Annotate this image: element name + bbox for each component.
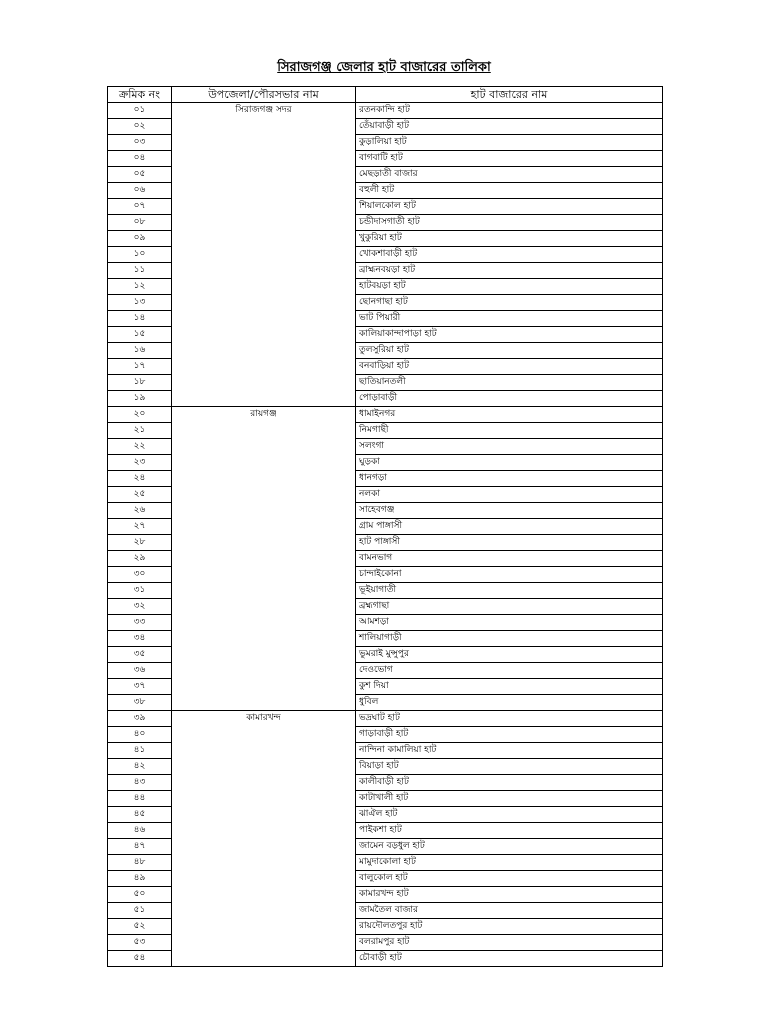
hat-name-cell: কুড়ালিয়া হাট <box>356 135 663 151</box>
hat-name-cell: মামুদাকোলা হাট <box>356 855 663 871</box>
hat-name-cell: রতনকান্দি হাট <box>356 103 663 119</box>
serial-cell: ৩১ <box>108 583 172 599</box>
hat-name-cell: গাড়াবাড়ী হাট <box>356 727 663 743</box>
serial-cell: ০১ <box>108 103 172 119</box>
serial-cell: ০৯ <box>108 231 172 247</box>
hat-name-cell: বনবাড়িয়া হাট <box>356 359 663 375</box>
header-serial: ক্রমিক নং <box>108 87 172 103</box>
serial-cell: ০৬ <box>108 183 172 199</box>
document-title: সিরাজগঞ্জ জেলার হাট বাজারের তালিকা <box>277 60 491 75</box>
serial-cell: ৪৪ <box>108 791 172 807</box>
serial-cell: ২১ <box>108 423 172 439</box>
serial-cell: ২০ <box>108 407 172 423</box>
serial-cell: ৪৭ <box>108 839 172 855</box>
hat-name-cell: ভাট পিয়ারী <box>356 311 663 327</box>
header-hat-name: হাট বাজারের নাম <box>356 87 663 103</box>
hat-name-cell: ছোনগাছা হাট <box>356 295 663 311</box>
serial-cell: ৩৮ <box>108 695 172 711</box>
upazila-cell: কামারখন্দ <box>172 711 356 967</box>
hat-name-cell: চন্ডীদাসগাতী হাট <box>356 215 663 231</box>
serial-cell: ৩৬ <box>108 663 172 679</box>
hat-name-cell: ব্রাহ্মনবয়ড়া হাট <box>356 263 663 279</box>
serial-cell: ২৭ <box>108 519 172 535</box>
serial-cell: ৪১ <box>108 743 172 759</box>
upazila-cell: সিরাজগঞ্জ সদর <box>172 103 356 407</box>
table-row <box>108 103 663 119</box>
hat-name-cell: চান্দাইকোনা <box>356 567 663 583</box>
table-row <box>108 407 663 423</box>
hat-name-cell: জামতৈল বাজার <box>356 903 663 919</box>
serial-cell: ১২ <box>108 279 172 295</box>
hat-name-cell: তেঁয়াবাড়ী হাট <box>356 119 663 135</box>
serial-cell: ৩৫ <box>108 647 172 663</box>
hat-name-cell: রায়দৌলতপুর হাট <box>356 919 663 935</box>
serial-cell: ২৫ <box>108 487 172 503</box>
serial-cell: ৩৭ <box>108 679 172 695</box>
serial-cell: ৪০ <box>108 727 172 743</box>
hat-name-cell: ধামাইনগর <box>356 407 663 423</box>
serial-cell: ০২ <box>108 119 172 135</box>
hat-name-cell: ভুমরাই মুন্সুপুর <box>356 647 663 663</box>
hat-name-cell: ধানগড়া <box>356 471 663 487</box>
serial-cell: ২২ <box>108 439 172 455</box>
serial-cell: ২৬ <box>108 503 172 519</box>
serial-cell: ১৬ <box>108 343 172 359</box>
hat-name-cell: পাইকশা হাট <box>356 823 663 839</box>
hat-name-cell: ছাতিয়ানতলী <box>356 375 663 391</box>
hat-name-cell: গ্রাম পাঙ্গাসী <box>356 519 663 535</box>
hat-name-cell: ঝাঐল হাট <box>356 807 663 823</box>
hat-name-cell: হাটবয়ড়া হাট <box>356 279 663 295</box>
serial-cell: ১১ <box>108 263 172 279</box>
table-body <box>108 103 663 967</box>
hat-name-cell: মেছড়াতী বাজার <box>356 167 663 183</box>
hat-name-cell: কালিয়াকান্দাপাড়া হাট <box>356 327 663 343</box>
hat-name-cell: বলরামপুর হাট <box>356 935 663 951</box>
hat-name-cell: বালুকোল হাট <box>356 871 663 887</box>
serial-cell: ১৫ <box>108 327 172 343</box>
serial-cell: ৩৯ <box>108 711 172 727</box>
upazila-cell: রায়গঞ্জ <box>172 407 356 711</box>
serial-cell: ২৯ <box>108 551 172 567</box>
hat-name-cell: তুলসুরিয়া হাট <box>356 343 663 359</box>
serial-cell: ৫২ <box>108 919 172 935</box>
serial-cell: ০৫ <box>108 167 172 183</box>
serial-cell: ৫০ <box>108 887 172 903</box>
hat-name-cell: জামেন বড়ধুল হাট <box>356 839 663 855</box>
serial-cell: ০৭ <box>108 199 172 215</box>
serial-cell: ৪৬ <box>108 823 172 839</box>
hat-bazar-table <box>107 86 663 967</box>
serial-cell: ৩৩ <box>108 615 172 631</box>
serial-cell: ১৩ <box>108 295 172 311</box>
table-header-row <box>108 87 663 103</box>
hat-name-cell: কুশ দিয়া <box>356 679 663 695</box>
hat-name-cell: বিয়াড়া হাট <box>356 759 663 775</box>
serial-cell: ১৮ <box>108 375 172 391</box>
serial-cell: ০৮ <box>108 215 172 231</box>
hat-name-cell: বহুলী হাট <box>356 183 663 199</box>
hat-name-cell: ব্রহ্মগাছা <box>356 599 663 615</box>
serial-cell: ৪২ <box>108 759 172 775</box>
hat-name-cell: চৌবাড়ী হাট <box>356 951 663 967</box>
hat-name-cell: সলংগা <box>356 439 663 455</box>
hat-name-cell: সাহেবগঞ্জ <box>356 503 663 519</box>
serial-cell: ৩২ <box>108 599 172 615</box>
serial-cell: ০৩ <box>108 135 172 151</box>
hat-name-cell: আমশড়া <box>356 615 663 631</box>
hat-name-cell: নিমগাছী <box>356 423 663 439</box>
hat-name-cell: কামারখন্দ হাট <box>356 887 663 903</box>
hat-name-cell: শিয়ালকোল হাট <box>356 199 663 215</box>
hat-name-cell: নলকা <box>356 487 663 503</box>
serial-cell: ১৪ <box>108 311 172 327</box>
hat-name-cell: কাটাখালী হাট <box>356 791 663 807</box>
table-row <box>108 711 663 727</box>
hat-name-cell: ভদ্রঘাট হাট <box>356 711 663 727</box>
serial-cell: ৪৫ <box>108 807 172 823</box>
hat-name-cell: খুকুরিয়া হাট <box>356 231 663 247</box>
hat-name-cell: বামনভাগ <box>356 551 663 567</box>
serial-cell: ১৭ <box>108 359 172 375</box>
header-upazila: উপজেলা/পৌরসভার নাম <box>172 87 356 103</box>
hat-name-cell: শালিয়াগাড়ী <box>356 631 663 647</box>
serial-cell: ১৯ <box>108 391 172 407</box>
hat-name-cell: হাট পাঙ্গাসী <box>356 535 663 551</box>
serial-cell: ৫৪ <box>108 951 172 967</box>
hat-name-cell: পোড়াবাড়ী <box>356 391 663 407</box>
serial-cell: ৩০ <box>108 567 172 583</box>
hat-name-cell: দেওভোগ <box>356 663 663 679</box>
serial-cell: ৪৩ <box>108 775 172 791</box>
hat-name-cell: ঘুড়কা <box>356 455 663 471</box>
serial-cell: ২৪ <box>108 471 172 487</box>
serial-cell: ২৮ <box>108 535 172 551</box>
serial-cell: ২৩ <box>108 455 172 471</box>
serial-cell: ৫৩ <box>108 935 172 951</box>
hat-name-cell: ভূইয়াগাতী <box>356 583 663 599</box>
serial-cell: ০৪ <box>108 151 172 167</box>
serial-cell: ৩৪ <box>108 631 172 647</box>
hat-name-cell: খোকশাবাড়ী হাট <box>356 247 663 263</box>
serial-cell: ৫১ <box>108 903 172 919</box>
serial-cell: ১০ <box>108 247 172 263</box>
serial-cell: ৪৮ <box>108 855 172 871</box>
hat-name-cell: ধুবিল <box>356 695 663 711</box>
hat-name-cell: কালীবাড়ী হাট <box>356 775 663 791</box>
hat-name-cell: নান্দিনা কামালিয়া হাট <box>356 743 663 759</box>
serial-cell: ৪৯ <box>108 871 172 887</box>
hat-name-cell: বাগবাটি হাট <box>356 151 663 167</box>
